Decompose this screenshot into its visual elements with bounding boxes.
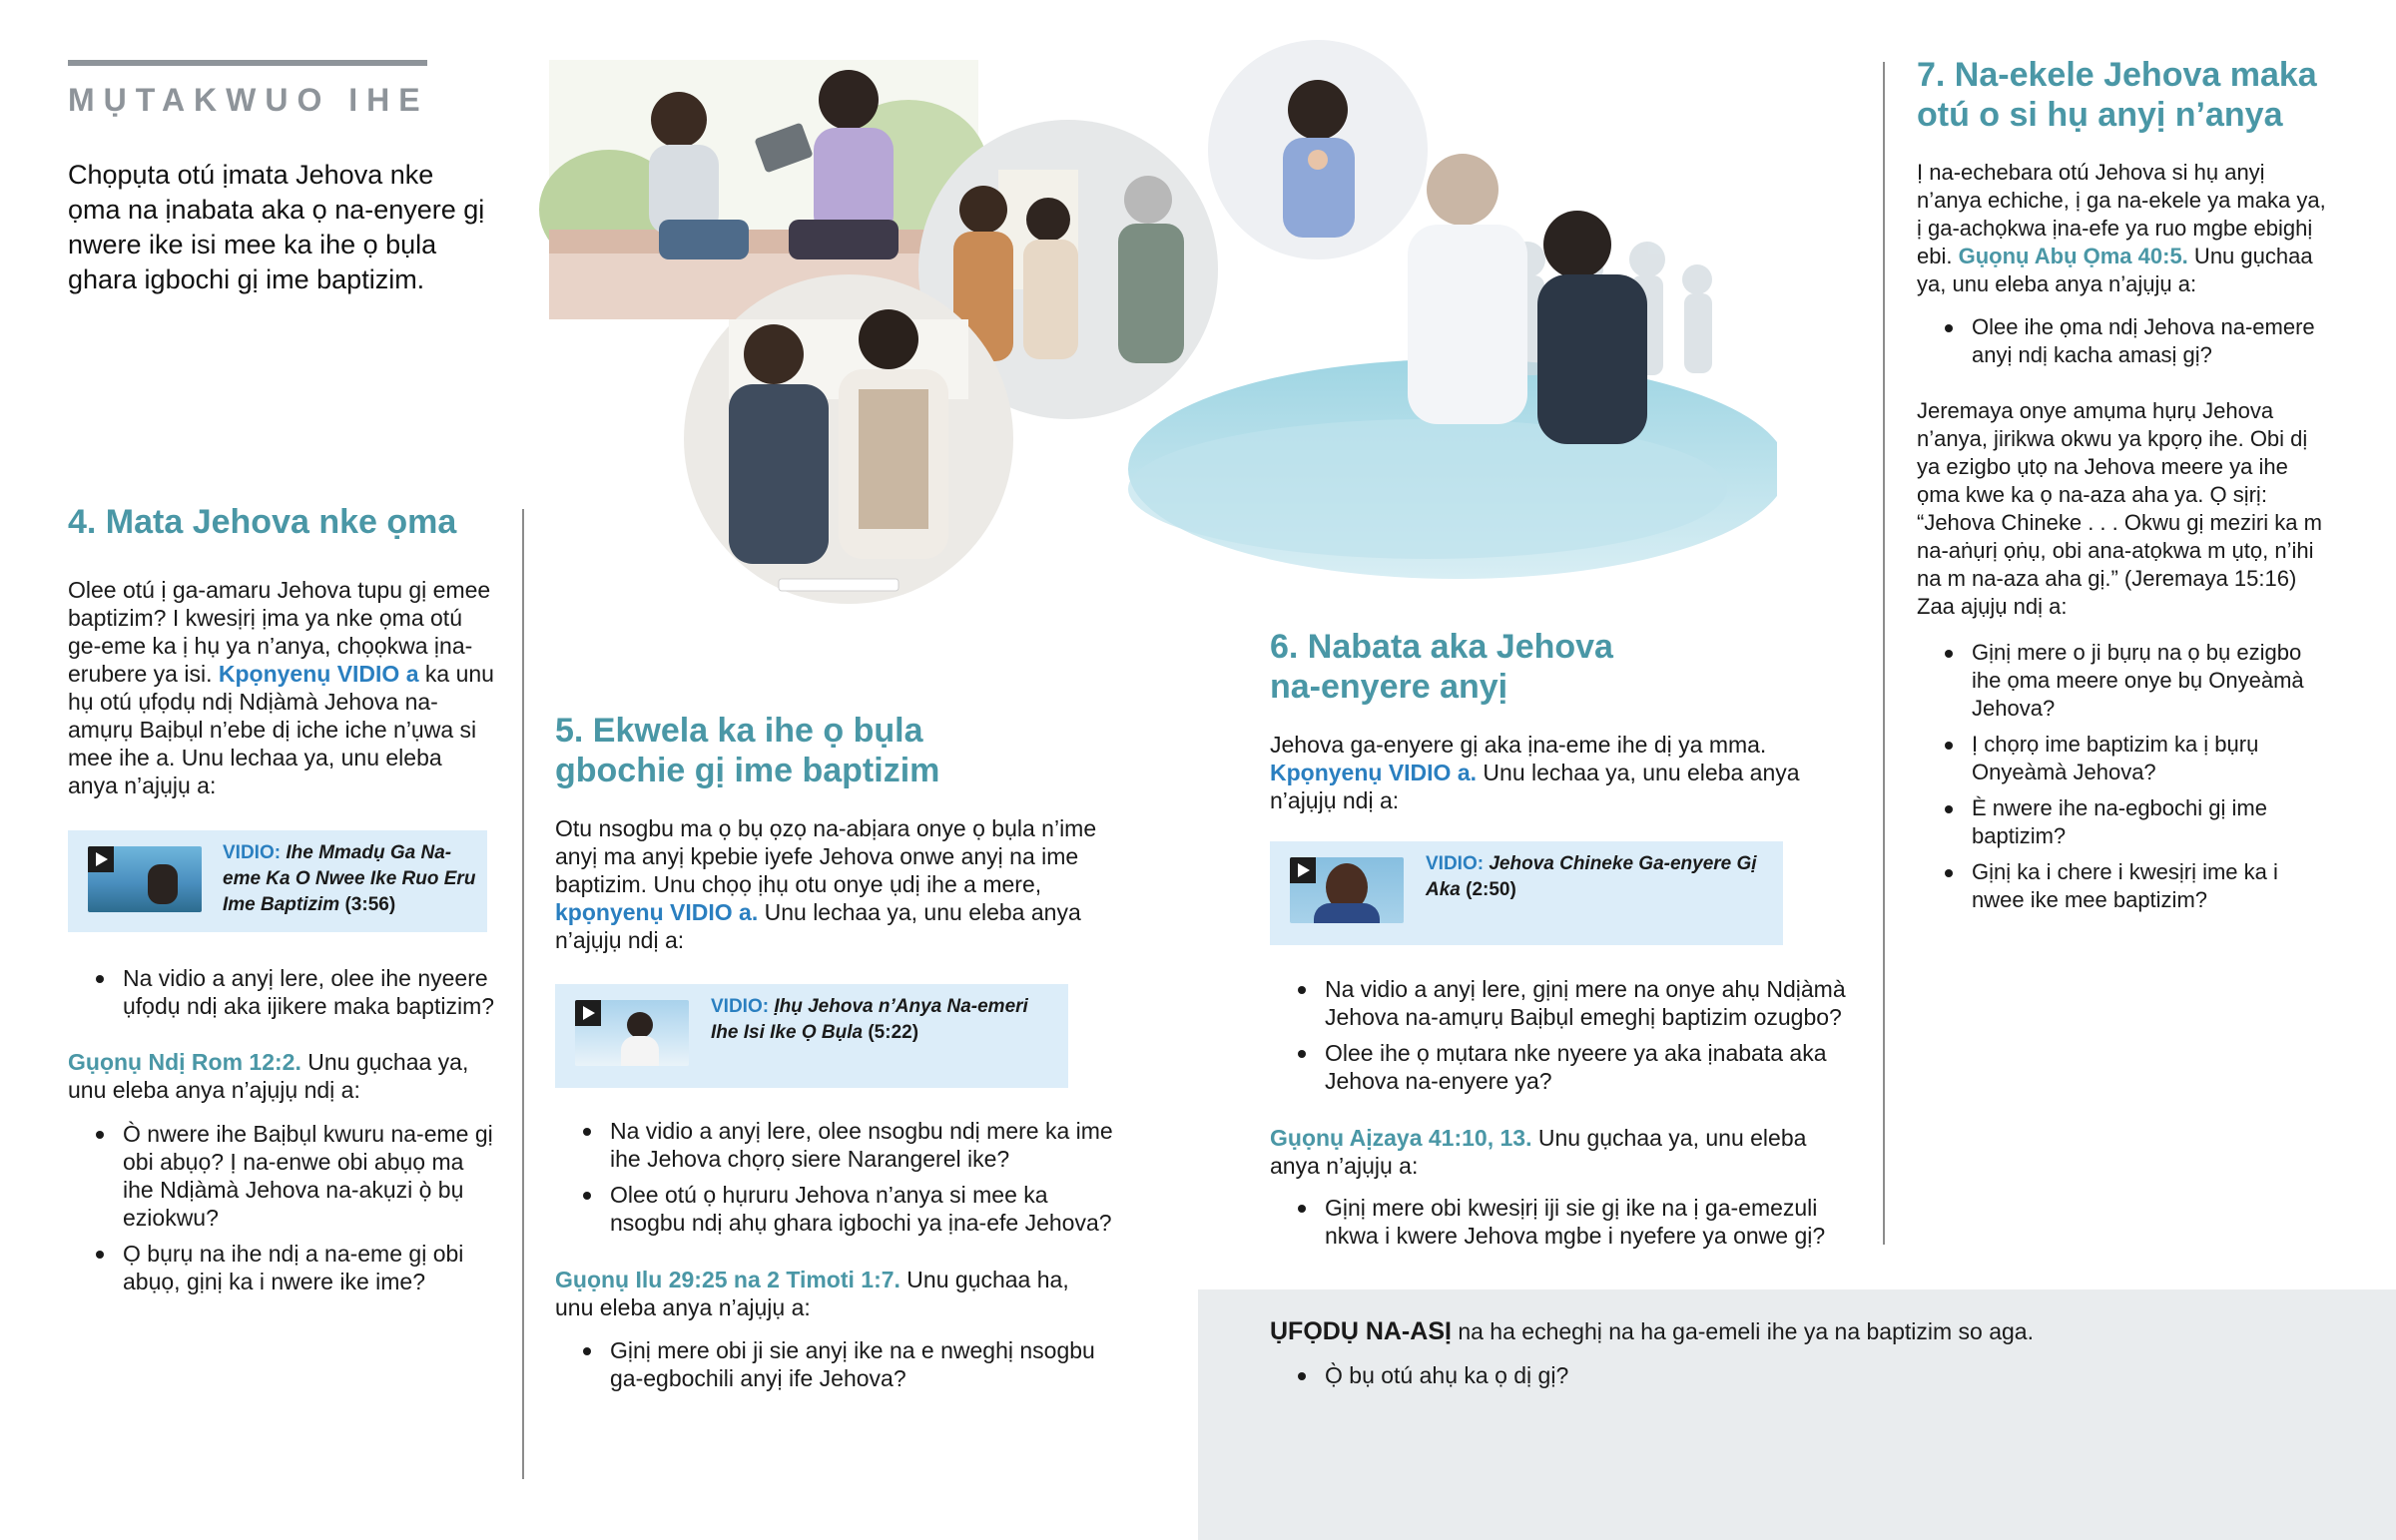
question-item: Na vidio a anyị lere, olee ihe nyeere ụfọdụ ndị aka ijikere maka baptizim? bbox=[88, 964, 497, 1020]
section-7-text-a: Ị na-echebara otú Jehova si hụ anyị n’anya echiche, ị ga na-ekele ya maka ya, ị ga-achọkwa ịna-efe ya ruo mgbe ebighị ebi. bbox=[1917, 160, 2326, 268]
section-6-text-a: Jehova ga-enyere gị aka ịna-eme ihe dị ya mma. bbox=[1270, 732, 1767, 758]
header-rule bbox=[68, 60, 427, 66]
scene-baptism bbox=[1128, 154, 1777, 579]
section-6-reading bbox=[1270, 1124, 1839, 1180]
section-6-video-card[interactable] bbox=[1270, 841, 1783, 945]
video-title: Ihe Mmadụ Ga Na-eme Ka O Nwee Ike Ruo Eru Ime Baptizim bbox=[223, 842, 476, 915]
video-thumbnail-woman[interactable] bbox=[575, 1000, 689, 1066]
section-6-title: 6. Nabata aka Jehova na-enyere anyị bbox=[1270, 628, 1613, 706]
intro-text: Chọpụta otú ịmata Jehova nke ọma na ịnabata aka ọ na-enyere gị nwere ike isi mee ka ihe ọ bụla ghara igbochi gị ime baptizim. bbox=[68, 160, 485, 294]
section-5-text-b: Unu lechaa ya, unu eleba anya n’ajụjụ ndị a: bbox=[555, 899, 1081, 953]
section-7-paragraph bbox=[1917, 159, 2326, 298]
question-item: Ọ bụrụ na ihe ndị a na-eme gị obi abụọ, gịnị ka i nwere ike ime? bbox=[88, 1240, 497, 1295]
section-4-paragraph bbox=[68, 576, 497, 799]
section-5-text-a: Otu nsogbu ma ọ bụ ọzọ na-abịara onye ọ bụla n’ime anyị ma anyị kpebie iyefe Jehova onwe anyị na ime baptizim. Unu chọọ ịhụ otu onye ụdị ihe a mere, bbox=[555, 815, 1097, 897]
scripture-reference[interactable]: Gụọnụ Aịzaya 41:10, 13. bbox=[1270, 1125, 1532, 1151]
section-5-reading bbox=[555, 1266, 1074, 1321]
footer-text: na ha echeghị na ha ga-emeli ihe ya na baptizim so aga. bbox=[1451, 1318, 2034, 1344]
section-4-reading bbox=[68, 1048, 497, 1104]
person-silhouette bbox=[148, 864, 178, 904]
play-icon[interactable] bbox=[1290, 857, 1316, 883]
video-thumbnail-man[interactable] bbox=[1290, 857, 1404, 923]
section-5-video-link[interactable]: kpọnyenụ VIDIO a. bbox=[555, 899, 759, 925]
person-body bbox=[621, 1036, 659, 1066]
section-4-title: 4. Mata Jehova nke ọma bbox=[68, 503, 457, 541]
question-item: Olee otú ọ hụruru Jehova n’anya si mee ka nsogbu ndị ahụ ghara igbochi ya ịna-efe Jehova? bbox=[575, 1181, 1114, 1237]
section-4-text-a: Olee otú ị ga-amaru Jehova tupu gị emee baptizim? I kwesịrị ịma ya nke ọma otú ge-eme ka ị hụ ya n’anya, chọọkwa ịna-erubere ya isi. bbox=[68, 577, 491, 687]
section-7-paragraph-2: Jeremaya onye amụma hụrụ Jehova n’anya, jirikwa okwu ya kpọrọ ihe. Obi dị ya ezigbo ụtọ na Jehova meere ya ihe ọma kwe ka ọ na-aza aha ya. Ọ sịrị: “Jehova Chineke . . . Okwu gị meziri ka m na-aṅụrị ọṅụ, obi ana-atọkwa m ụtọ, n’ihi na m na-aza aha gị.” (Jeremaya 15:16) Zaa ajụjụ ndị a: bbox=[1917, 398, 2322, 619]
question-item: Olee ihe ọma ndị Jehova na-emere anyị ndị kacha amasị gị? bbox=[1937, 313, 2336, 369]
question-item: Gịnị mere o ji bụrụ na ọ bụ ezigbo ihe ọma meere onye bụ Onyeàmà Jehova? bbox=[1937, 639, 2316, 723]
section-6-video-link[interactable]: Kpọnyenụ VIDIO a. bbox=[1270, 760, 1478, 785]
footer-panel bbox=[1198, 1289, 2396, 1540]
column-divider-1 bbox=[522, 509, 524, 1479]
section-4-question-list-b bbox=[88, 1120, 497, 1303]
reading-instruction: Unu gụchaa ya, unu eleba anya n’ajụjụ ndị a: bbox=[68, 1049, 469, 1103]
video-label: VIDIO: bbox=[1426, 853, 1485, 874]
video-label: VIDIO: bbox=[223, 842, 282, 863]
video-duration: (3:56) bbox=[339, 894, 396, 915]
video-duration: (2:50) bbox=[1460, 879, 1516, 900]
section-4-video-text bbox=[223, 840, 477, 918]
video-title: Ịhụ Jehova n’Anya Na-emeri Ihe Isi Ike Ọ Bụla bbox=[711, 996, 1028, 1043]
section-7-question-list-b bbox=[1937, 639, 2316, 922]
person-body bbox=[1314, 903, 1380, 923]
section-5-video-text bbox=[711, 994, 1050, 1046]
video-duration: (5:22) bbox=[863, 1022, 919, 1043]
footer-label: ỤFỌDỤ NA-ASỊ bbox=[1270, 1317, 1452, 1345]
section-6-paragraph bbox=[1270, 731, 1839, 814]
question-item: Olee ihe ọ mụtara nke nyeere ya aka ịnabata aka Jehova na-enyere ya? bbox=[1290, 1039, 1859, 1095]
video-label: VIDIO: bbox=[711, 996, 770, 1017]
play-icon[interactable] bbox=[575, 1000, 601, 1026]
section-4-video-card[interactable] bbox=[68, 830, 487, 932]
section-kicker: MỤTAKWUO IHE bbox=[68, 82, 429, 118]
question-item: È nwere ihe na-egbochi gị ime baptizim? bbox=[1937, 794, 2316, 850]
question-item: Ọ̀ bụ otú ahụ ka ọ dị gị? bbox=[1290, 1361, 2288, 1389]
question-item: Ị chọrọ ime baptizim ka ị bụrụ Onyeàmà Jehova? bbox=[1937, 731, 2316, 786]
play-icon[interactable] bbox=[88, 846, 114, 872]
scene-prayer-circle bbox=[1208, 40, 1428, 259]
question-item: Na vidio a anyị lere, gịnị mere na onye ahụ Ndịàmà Jehova na-amụrụ Baịbụl emeghị baptizim ozugbo? bbox=[1290, 975, 1859, 1031]
illustration-collage bbox=[529, 20, 1777, 619]
question-item: Gịnị ka i chere i kwesịrị ime ka i nwee ike mee baptizim? bbox=[1937, 858, 2316, 914]
scripture-reference[interactable]: Gụọnụ Ndị Rom 12:2. bbox=[68, 1049, 301, 1075]
video-title: Jehova Chineke Ga-enyere Gị Aka bbox=[1426, 853, 1757, 900]
section-5-question-list-a bbox=[575, 1117, 1114, 1245]
scripture-reference[interactable]: Gụọnụ Abụ Ọma 40:5. bbox=[1958, 244, 2188, 268]
reading-instruction: Unu gụchaa ha, unu eleba anya n’ajụjụ a: bbox=[555, 1267, 1069, 1320]
section-5-title: 5. Ekwela ka ihe ọ bụla gbochie gị ime baptizim bbox=[555, 712, 940, 789]
column-divider-2 bbox=[1883, 62, 1885, 1245]
section-6-question-list-a bbox=[1290, 975, 1859, 1103]
question-item: Na vidio a anyị lere, olee nsogbu ndị mere ka ime ihe Jehova chọrọ siere Narangerel ike? bbox=[575, 1117, 1114, 1173]
question-item: Gịnị mere obi ji sie anyị ike na e nweghị nsogbu ga-egbochili anyị ife Jehova? bbox=[575, 1336, 1114, 1392]
section-7-title: 7. Na-ekele Jehova maka otú o si hụ anyị n’anya bbox=[1917, 56, 2317, 134]
section-6-text-b: Unu lechaa ya, unu eleba anya n’ajụjụ ndị a: bbox=[1270, 760, 1800, 813]
question-item: Gịnị mere obi kwesịrị iji sie gị ike na ị ga-emezuli nkwa i kwere Jehova mgbe i nyefere ya onwe gị? bbox=[1290, 1194, 1859, 1250]
section-5-video-card[interactable] bbox=[555, 984, 1068, 1088]
question-item: Ò nwere ihe Baịbụl kwuru na-eme gị obi abụọ? Ị na-enwe obi abụọ ma ihe Ndịàmà Jehova na-akụzi ọ̀ bụ eziokwu? bbox=[88, 1120, 497, 1232]
section-4-video-link[interactable]: Kpọnyenụ VIDIO a bbox=[218, 661, 419, 687]
scripture-reference[interactable]: Gụọnụ Ilu 29:25 na 2 Timoti 1:7. bbox=[555, 1267, 900, 1292]
section-5-question-list-b bbox=[575, 1336, 1114, 1400]
scene-workplace-circle bbox=[684, 274, 1013, 604]
person-silhouette bbox=[627, 1012, 653, 1038]
footer-question-list bbox=[1290, 1361, 2288, 1397]
section-6-question-list-b bbox=[1290, 1194, 1859, 1258]
section-4-question-list-a bbox=[88, 964, 497, 1028]
section-4-text-b: ka unu hụ otú ụfọdụ ndị Ndịàmà Jehova na-amụrụ Baịbụl n’ebe dị iche iche n’ụwa si mee ihe a. Unu lechaa ya, unu eleba anya n’ajụjụ a: bbox=[68, 661, 494, 798]
section-7-question-list-a bbox=[1937, 313, 2336, 377]
section-7-text-b: Unu gụchaa ya, unu eleba anya n’ajụjụ a: bbox=[1917, 244, 2313, 296]
video-thumbnail-baptism[interactable] bbox=[88, 846, 202, 912]
section-5-paragraph bbox=[555, 814, 1104, 954]
section-6-video-text bbox=[1426, 851, 1765, 903]
footer-statement bbox=[1270, 1317, 2368, 1345]
reading-instruction: Unu gụchaa ya, unu eleba anya n’ajụjụ a: bbox=[1270, 1125, 1807, 1179]
